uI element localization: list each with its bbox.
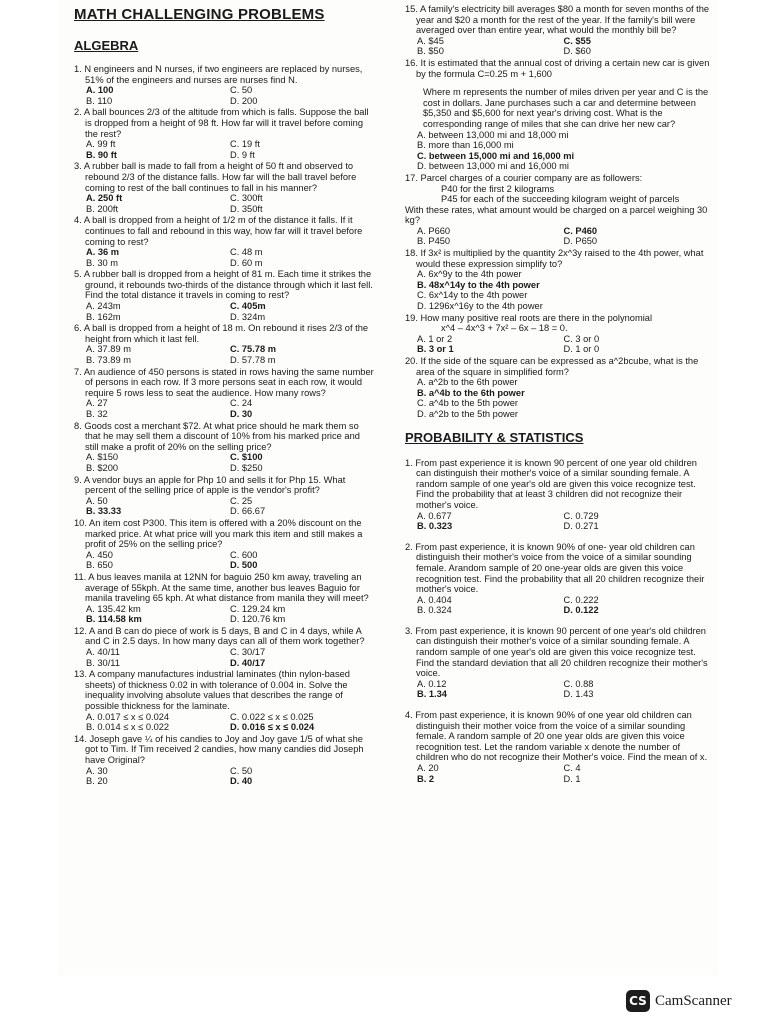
answer-option: B. 32 xyxy=(86,409,108,419)
answer-option: B. 73.89 m xyxy=(86,355,131,366)
answer-option: D. 1.43 xyxy=(563,689,594,700)
answer-option: A. 250 ft xyxy=(86,193,123,204)
answer-option: D. 40/17 xyxy=(230,657,266,668)
answer-option: A. a^2b to the 6th power xyxy=(417,377,518,388)
question-item xyxy=(405,248,710,312)
question-stem: 5. A rubber ball is dropped from a height of 81 m. Each time it strikes the ground, it rebounds two-thirds of the distance through which it last fell. Find the total distance it travels in coming to rest? xyxy=(74,269,373,301)
answer-option: D. $60 xyxy=(563,46,591,57)
question-stem: 2. From past experience, it is known 90% of one- year old children can distinguish their mother's voice from the voice of a similar sounding female. Arandom sample of 20 one-year olds are given this voice recognition test. Find the probability that all 20 children recognize their mother's voice. xyxy=(405,541,705,595)
right-column xyxy=(405,4,710,794)
camscanner-watermark xyxy=(626,990,732,1012)
answer-option: A. $45 xyxy=(417,35,444,46)
answer-options xyxy=(405,36,710,57)
question-stem: 3. A rubber ball is made to fall from a height of 50 ft and observed to rebound 2/3 of the distance falls. How far will the ball travel before coming to rest of the ball continues to fall in his manner? xyxy=(74,161,357,193)
question-spacer xyxy=(405,617,710,626)
question-item xyxy=(405,710,710,784)
answer-option: B. $200 xyxy=(86,462,119,473)
answer-options xyxy=(405,334,710,355)
answer-options xyxy=(405,511,710,532)
answer-option: B. more than 16,000 mi xyxy=(417,140,514,151)
answer-option: A. 135.42 km xyxy=(86,603,141,614)
answer-option: A. between 13,000 mi and 18,000 mi xyxy=(417,129,569,140)
answer-option: D. 1 xyxy=(563,773,581,784)
question-stem: 4. A ball is dropped from a height of 1/2 m of the distance it falls. If it continues to fall and rebound in this way, how far will it travel before coming to rest? xyxy=(74,215,363,247)
question-stem: 14. Joseph gave ¼ of his candies to Joy and Joy gave 1/5 of what she got to Tim. If Tim received 2 candies, how many candies did Joseph have Original? xyxy=(74,733,364,765)
question-stem: 15. A family's electricity bill averages $80 a month for seven months of the year and $20 a month for the rest of the year. If the family's bill were averaged over than entire year, what would the monthly bill be? xyxy=(405,4,710,36)
answer-options xyxy=(74,452,374,473)
question-stem: 1. N engineers and N nurses, if two engineers are replaced by nurses, 51% of the engineers and nurses are nurses find N. xyxy=(74,64,363,85)
question-stem: 12. A and B can do piece of work is 5 days, B and C in 4 days, while A and C in 2.5 days. In how many days can all of them work together? xyxy=(74,625,365,647)
answer-options xyxy=(405,679,710,700)
answer-option: B. 0.014 ≤ x ≤ 0.022 xyxy=(86,722,170,733)
answer-option: D. 350ft xyxy=(230,203,263,214)
answer-options xyxy=(74,85,374,106)
answer-option: D. 60 m xyxy=(230,257,263,268)
page-title: MATH CHALLENGING PROBLEMS xyxy=(74,6,325,23)
answer-option: B. 2 xyxy=(417,773,435,784)
question-stem: 17. Parcel charges of a courier company are as followers: xyxy=(405,172,643,183)
question-item xyxy=(405,626,710,700)
question-stem: 18. If 3x² is multiplied by the quantity 2x^3y raised to the 4th power, what would these expression simplify to? xyxy=(405,248,704,269)
answer-option: A. $150 xyxy=(86,452,119,463)
answer-options xyxy=(74,247,374,268)
answer-option: C. 405m xyxy=(230,301,266,312)
answer-options xyxy=(405,763,710,784)
answer-option: D. 9 ft xyxy=(230,149,255,160)
question-stem: 8. Goods cost a merchant $72. At what price should he mark them so that he may sell them a discount of 10% from his marked price and still make a profit of 20% on the selling price? xyxy=(74,420,360,452)
answer-option: A. 6x^9y to the 4th power xyxy=(417,269,522,280)
question-item xyxy=(74,269,374,322)
question-spacer xyxy=(405,533,710,542)
answer-options xyxy=(74,496,374,517)
answer-option: B. 30 m xyxy=(86,257,119,268)
algebra-question-list xyxy=(74,64,374,787)
answer-options xyxy=(74,139,374,160)
answer-option: C. 4 xyxy=(563,763,581,773)
answer-option: C. 0.729 xyxy=(563,510,599,521)
answer-options xyxy=(74,301,374,322)
answer-options xyxy=(74,550,374,571)
question-stem: 11. A bus leaves manila at 12NN for baguio 250 km away, traveling an average of 55kph. At the same time, another bus leaves Baguio for manila traveling 65 kph. At what distance from manila they will meet? xyxy=(74,571,369,604)
answer-options xyxy=(74,712,374,733)
answer-options xyxy=(74,604,374,625)
answer-option: C. a^4b to the 5th power xyxy=(417,398,519,409)
answer-option: B. 650 xyxy=(86,560,113,571)
answer-option: D. 57.78 m xyxy=(230,355,276,366)
question-item xyxy=(405,356,710,420)
answer-option: D. 0.122 xyxy=(563,605,599,616)
question-item xyxy=(74,161,374,214)
answer-option: A. P660 xyxy=(417,225,451,236)
answer-option: D. 324m xyxy=(230,311,266,322)
answer-option: D. 30 xyxy=(230,409,253,419)
question-item xyxy=(74,572,374,625)
answer-option: B. $50 xyxy=(417,46,444,57)
answer-option: C. 48 m xyxy=(230,247,263,258)
answer-option: A. 27 xyxy=(86,398,108,409)
answer-option: D. 0.271 xyxy=(563,521,599,532)
answer-option: B. 20 xyxy=(86,776,108,787)
answer-options xyxy=(405,130,710,172)
question-stem: 3. From past experience, it is known 90 percent of one year's old children can distinguish their mother's voice of a similar sounding female. A random sample of one year's old are given this voice recognize test. Find the standard deviation that all 20 children recognize their mother's voice. xyxy=(405,625,708,679)
question-item xyxy=(74,669,374,733)
answer-option: D. 120.76 km xyxy=(230,614,286,625)
answer-option: A. 37.89 m xyxy=(86,344,131,355)
answer-option: A. 99 ft xyxy=(86,139,116,150)
question-item xyxy=(74,626,374,668)
answer-option: D. 500 xyxy=(230,560,258,571)
question-subline: P45 for each of the succeeding kilogram weight of parcels xyxy=(441,194,680,205)
question-item xyxy=(74,107,374,160)
document-page xyxy=(58,0,718,975)
answer-option: D. 0.016 ≤ x ≤ 0.024 xyxy=(230,722,315,733)
answer-options xyxy=(405,377,710,419)
question-item xyxy=(74,475,374,517)
answer-options xyxy=(74,344,374,365)
camscanner-label: CamScanner xyxy=(655,992,732,1009)
answer-option: B. 0.324 xyxy=(417,605,452,616)
answer-option: D. 40 xyxy=(230,776,253,787)
answer-option: D. 200 xyxy=(230,95,258,106)
question-item xyxy=(405,542,710,616)
answer-option: C. 75.78 m xyxy=(230,344,276,355)
answer-option: B. a^4b to the 6th power xyxy=(417,387,525,398)
algebra-question-list-continued xyxy=(405,4,710,420)
answer-option: C. 50 xyxy=(230,765,253,776)
question-stem: 20. If the side of the square can be expressed as a^2bcube, what is the area of the square in simplified form? xyxy=(405,356,699,377)
question-extra: Where m represents the number of miles driven per year and C is the cost in dollars. Jane purchases such a car and determine between $5,350 and $5,600 for next year's driving cost. What is the corresponding range of miles that she can drive her new car? xyxy=(423,87,709,129)
answer-option: D. between 13,000 mi and 16,000 mi xyxy=(417,161,569,172)
answer-options xyxy=(405,226,710,247)
question-item xyxy=(74,367,374,420)
question-item xyxy=(405,313,710,355)
camscanner-logo-icon: CS xyxy=(626,990,650,1012)
answer-options xyxy=(74,398,374,419)
answer-option: B. P450 xyxy=(417,236,451,247)
answer-options xyxy=(74,647,374,668)
answer-option: A. 30 xyxy=(86,765,108,776)
question-item xyxy=(74,64,374,106)
answer-option: A. 36 m xyxy=(86,247,120,258)
section-heading-algebra: ALGEBRA xyxy=(74,38,139,53)
answer-option: B. 162m xyxy=(86,311,121,322)
answer-option: B. 114.58 km xyxy=(86,614,142,625)
answer-option: B. 200ft xyxy=(86,203,119,214)
answer-option: C. 25 xyxy=(230,495,253,506)
answer-option: C. 30/17 xyxy=(230,647,266,658)
question-tail: With these rates, what amount would be charged on a parcel weighing 30 kg? xyxy=(405,204,708,226)
answer-option: C. between 15,000 mi and 16,000 mi xyxy=(417,150,575,161)
answer-option: A. 40/11 xyxy=(86,647,120,658)
question-item xyxy=(405,4,710,57)
answer-option: A. 450 xyxy=(86,549,113,560)
answer-option: D. 1296x^16y to the 4th power xyxy=(417,301,543,312)
question-subline: P40 for the first 2 kilograms xyxy=(441,183,555,194)
answer-option: B. 110 xyxy=(86,95,113,106)
answer-option: D. $250 xyxy=(230,462,263,473)
answer-option: A. 100 xyxy=(86,85,114,96)
question-subline: x^4 – 4x^3 + 7x² – 6x – 18 = 0. xyxy=(441,323,568,334)
answer-option: B. 1.34 xyxy=(417,689,447,700)
answer-option: C. 0.88 xyxy=(563,678,594,689)
answer-option: A. 0.404 xyxy=(417,594,452,605)
answer-option: C. 0.222 xyxy=(563,594,599,605)
answer-option: C. 600 xyxy=(230,549,258,560)
answer-option: C. $55 xyxy=(563,35,591,46)
answer-option: A. 0.677 xyxy=(417,510,452,521)
answer-option: C. 6x^14y to the 4th power xyxy=(417,290,528,301)
question-item xyxy=(74,215,374,268)
answer-option: C. P460 xyxy=(563,225,598,236)
answer-option: C. $100 xyxy=(230,452,263,463)
question-stem: 10. An item cost P300. This item is offered with a 20% discount on the marked price. At what price will you mark this item and still makes a profit of 25% on the selling price? xyxy=(74,517,363,550)
probability-question-list xyxy=(405,458,710,795)
answer-option: B. 0.323 xyxy=(417,521,453,532)
left-column xyxy=(74,6,374,788)
answer-option: C. 129.24 km xyxy=(230,603,286,614)
answer-option: C. 24 xyxy=(230,398,253,409)
answer-option: A. 0.017 ≤ x ≤ 0.024 xyxy=(86,711,170,722)
question-item xyxy=(74,518,374,571)
answer-option: A. 1 or 2 xyxy=(417,333,453,344)
question-item xyxy=(405,458,710,532)
answer-option: B. 30/11 xyxy=(86,657,120,668)
answer-option: B. 3 or 1 xyxy=(417,344,454,355)
answer-options xyxy=(74,766,374,787)
answer-options xyxy=(74,193,374,214)
answer-option: C. 50 xyxy=(230,85,253,96)
question-item xyxy=(74,421,374,474)
answer-options xyxy=(405,269,710,311)
answer-option: D. 66.67 xyxy=(230,506,266,517)
answer-option: B. 90 ft xyxy=(86,149,117,160)
question-item xyxy=(405,173,710,247)
answer-option: C. 0.022 ≤ x ≤ 0.025 xyxy=(230,711,314,722)
question-stem: 1. From past experience it is known 90 percent of one year old children can distinguish their mother's voice of a similar sounding female. A random sample of one year's old are given this voice recognize test. Find the probability that at least 3 children did not recognize their mother's voice. xyxy=(405,457,697,510)
answer-option: A. 0.12 xyxy=(417,678,447,689)
question-spacer xyxy=(405,701,710,710)
question-spacer xyxy=(405,785,710,794)
answer-options xyxy=(405,595,710,616)
answer-option: A. 20 xyxy=(417,763,439,773)
answer-option: B. 33.33 xyxy=(86,506,122,517)
question-item xyxy=(74,734,374,787)
section-heading-probability: PROBABILITY & STATISTICS xyxy=(405,429,584,445)
question-stem: 6. A ball is dropped from a height of 18 m. On rebound it rises 2/3 of the height from which it last fell. xyxy=(74,323,369,344)
question-stem: 9. A vendor buys an apple for Php 10 and sells it for Php 15. What percent of the selling price of apple is the vendor's profit? xyxy=(74,474,346,496)
answer-option: C. 3 or 0 xyxy=(563,333,600,344)
question-stem: 13. A company manufactures industrial laminates (thin nylon-based sheets) of thickness 0.02 in with tolerance of 0.004 in. Solve the inequality involving absolute values that describes the range of possible thickness for the laminate. xyxy=(74,669,350,712)
question-stem: 4. From past experience, it is known 90% of one year old children can distinguish their mother voice from the voice of a similar sounding female. A random sample of 20 one year olds are given this voice recognition test. Let the random variable x denote the number of children who do not recognize their Mother's voice. Find the mean of x. xyxy=(405,710,708,763)
answer-option: D. P650 xyxy=(563,236,598,247)
question-stem: 16. It is estimated that the annual cost of driving a certain new car is given by the formula C=0.25 m + 1,600 xyxy=(405,57,710,79)
answer-option: A. 243m xyxy=(86,301,121,312)
answer-option: C. 19 ft xyxy=(230,139,260,150)
question-stem: 7. An audience of 450 persons is stated in rows having the same number of persons in each row. If 3 more persons seat in each row, it would require 5 rows less to seat the audience. How many rows? xyxy=(74,366,374,398)
answer-option: B. 48x^14y to the 4th power xyxy=(417,279,540,290)
answer-option: C. 300ft xyxy=(230,193,263,204)
answer-option: D. 1 or 0 xyxy=(563,344,600,355)
question-item xyxy=(405,58,710,172)
answer-option: D. a^2b to the 5th power xyxy=(417,408,519,419)
answer-option: A. 50 xyxy=(86,495,108,506)
question-item xyxy=(74,323,374,365)
question-stem: 2. A ball bounces 2/3 of the altitude from which is falls. Suppose the ball is dropped from a height of 98 ft. How far will it travel before coming the rest? xyxy=(74,107,369,139)
question-stem: 19. How many positive real roots are there in the polynomial xyxy=(405,312,653,323)
